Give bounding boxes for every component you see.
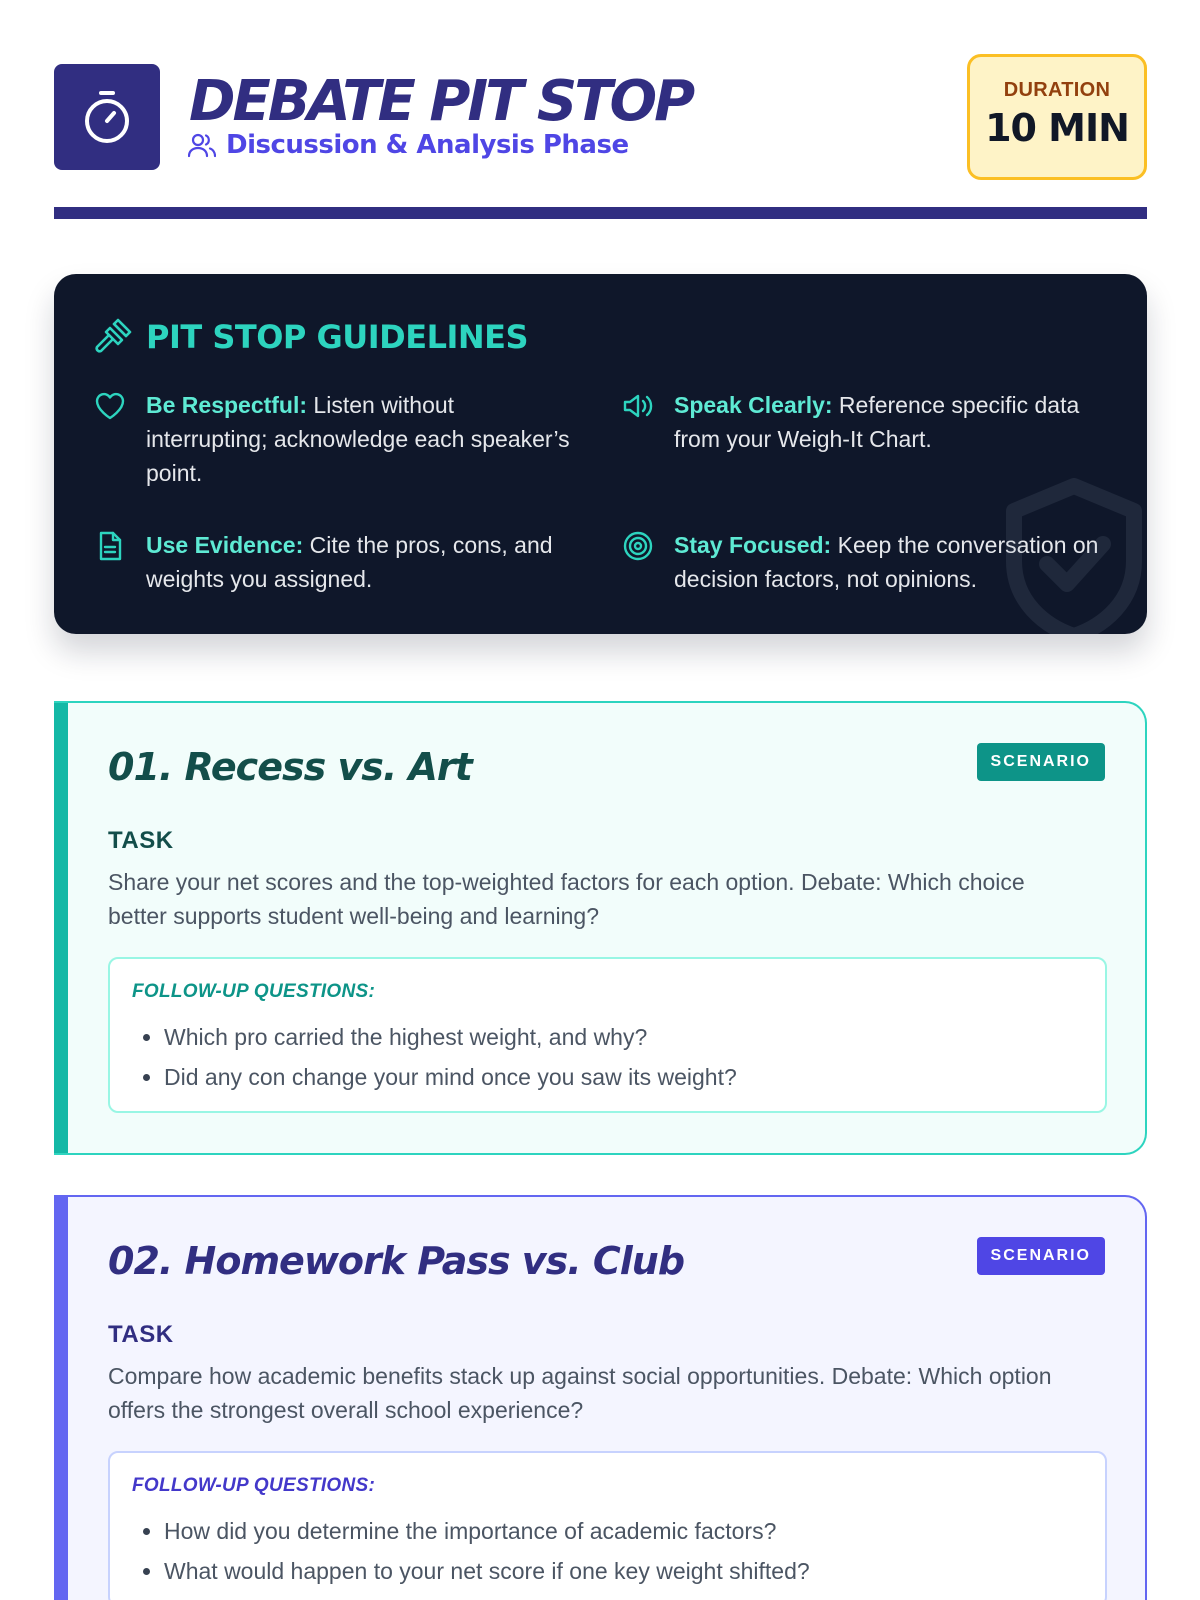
card-accent-bar — [54, 1197, 68, 1600]
followup-box — [108, 957, 1107, 1113]
scenario-badge: SCENARIO — [977, 743, 1105, 781]
speaker-icon — [622, 390, 654, 422]
target-icon — [622, 530, 654, 562]
task-label: TASK — [108, 1321, 174, 1348]
list-item: • Did any con change your mind once you saw its weight? — [164, 1057, 737, 1097]
duration-badge — [967, 54, 1147, 180]
shield-check-icon — [999, 476, 1147, 634]
guideline-text — [146, 388, 574, 490]
scenario-title: 02. Homework Pass vs. Club — [108, 1239, 685, 1283]
logo — [54, 64, 160, 170]
gavel-icon — [94, 318, 132, 356]
scenario-title: 01. Recess vs. Art — [108, 745, 472, 789]
duration-value: 10 MIN — [985, 106, 1129, 150]
scenario-card — [54, 1195, 1147, 1600]
duration-label: DURATION — [1003, 79, 1111, 101]
stopwatch-icon — [81, 89, 133, 145]
page-subtitle: Discussion & Analysis Phase — [226, 130, 629, 160]
document-icon — [94, 530, 126, 562]
guidelines-title: PIT STOP GUIDELINES — [146, 318, 529, 356]
guideline-label: Stay Focused: — [674, 532, 832, 558]
page-header — [54, 54, 1147, 184]
guideline-label: Use Evidence: — [146, 532, 304, 558]
followup-box — [108, 1451, 1107, 1600]
task-text: Share your net scores and the top-weighted factors for each option. Debate: Which choice better supports student well-being and learning? — [108, 869, 1025, 929]
heart-icon — [94, 390, 126, 422]
list-item: • How did you determine the importance of academic factors? — [164, 1511, 810, 1551]
followup-list — [164, 1017, 737, 1097]
followup-label: FOLLOW-UP QUESTIONS: — [132, 981, 376, 1002]
guidelines-panel — [54, 274, 1147, 634]
list-item: • What would happen to your net score if one key weight shifted? — [164, 1551, 810, 1591]
scenario-badge: SCENARIO — [977, 1237, 1105, 1275]
header-divider — [54, 207, 1147, 219]
guideline-speak-clearly — [622, 388, 1102, 456]
guideline-body: Keep the conversation on decision factors, not opinions. — [674, 532, 1099, 592]
followup-list — [164, 1511, 810, 1591]
task-label: TASK — [108, 827, 174, 854]
guideline-label: Be Respectful: — [146, 392, 308, 418]
guideline-body: Listen without interrupting; acknowledge each speaker’s point. — [146, 392, 570, 486]
guideline-respectful — [94, 388, 574, 490]
guideline-label: Speak Clearly: — [674, 392, 833, 418]
guideline-body: Cite the pros, cons, and weights you assigned. — [146, 532, 553, 592]
guideline-text — [146, 528, 574, 596]
list-item: • Which pro carried the highest weight, and why? — [164, 1017, 737, 1057]
page-title: DEBATE PIT STOP — [189, 69, 693, 134]
followup-label: FOLLOW-UP QUESTIONS: — [132, 1475, 376, 1496]
users-icon — [188, 132, 216, 158]
task-text: Compare how academic benefits stack up against social opportunities. Debate: Which option offers the strongest overall school experience? — [108, 1363, 1052, 1423]
subtitle-row — [188, 130, 629, 160]
guideline-body: Reference specific data from your Weigh-It Chart. — [674, 392, 1080, 452]
guidelines-header — [94, 318, 528, 356]
card-accent-bar — [54, 703, 68, 1153]
guideline-text — [674, 388, 1102, 456]
guideline-evidence — [94, 528, 574, 596]
scenario-card — [54, 701, 1147, 1155]
